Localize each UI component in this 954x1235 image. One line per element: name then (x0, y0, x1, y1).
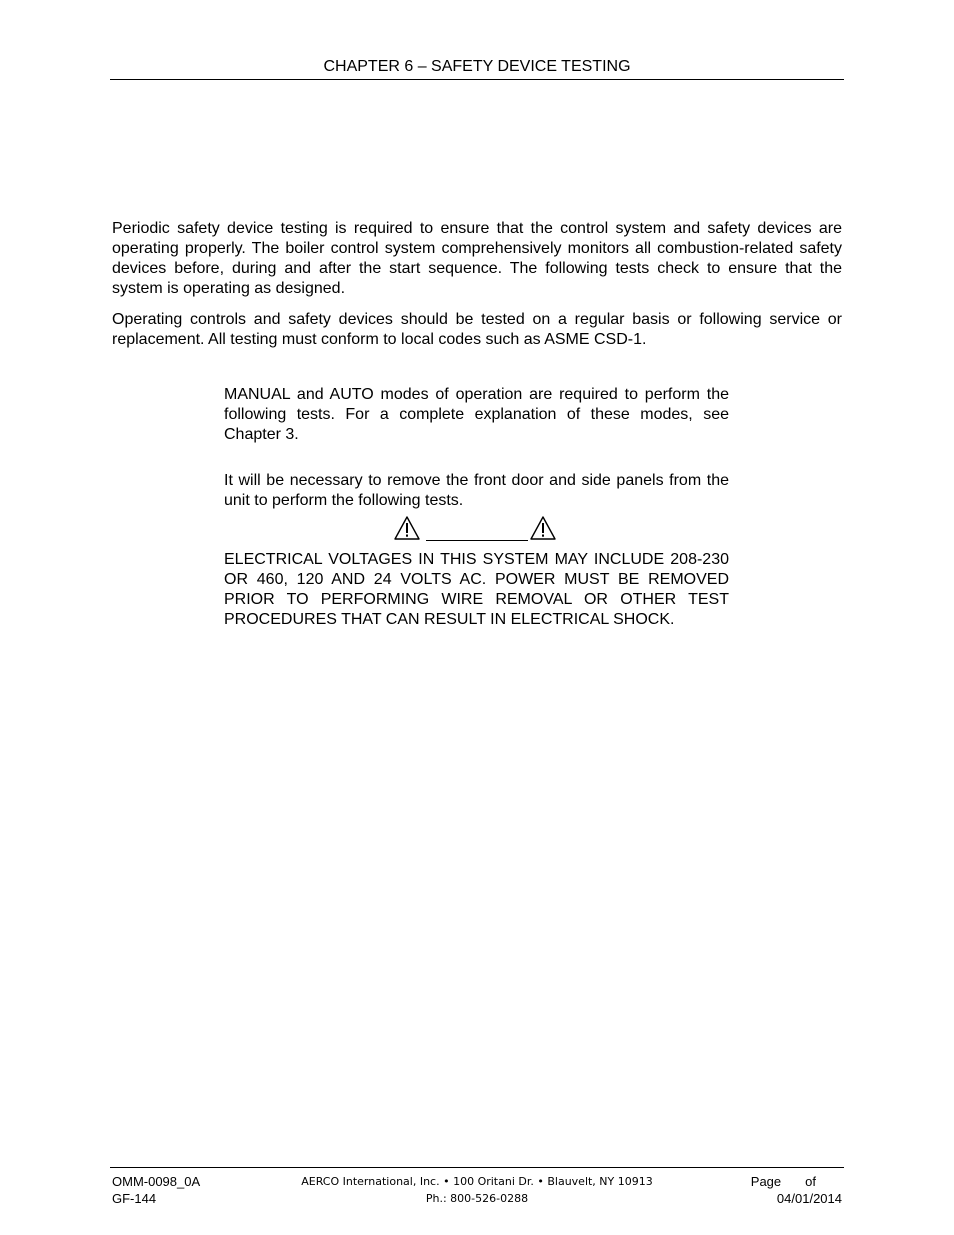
electrical-warning-text: ELECTRICAL VOLTAGES IN THIS SYSTEM MAY INCLUDE 208-230 OR 460, 120 AND 24 VOLTS AC. POWER MUST BE REMOVED PRIOR TO PERFORMING WIRE REMOVAL OR OTHER TEST PROCEDURES THAT CAN RESULT IN ELECTRICAL SHOCK. (224, 551, 729, 628)
footer-doc-info (112, 1173, 200, 1207)
page-label: Page (750, 1174, 782, 1189)
chapter-title: CHAPTER 6 – SAFETY DEVICE TESTING (323, 58, 631, 75)
warning-underline (426, 540, 528, 541)
modes-note: MANUAL and AUTO modes of operation are required to perform the following tests. For a complete explanation of these modes, see Chapter 3. (224, 386, 729, 443)
company-phone: Ph.: 800-526-0288 (425, 1192, 529, 1205)
testing-requirements-paragraph: Operating controls and safety devices should be tested on a regular basis or following service or replacement. All testing must conform to local codes such as ASME CSD-1. (112, 311, 842, 348)
footer-company-info (270, 1173, 684, 1207)
panels-note: It will be necessary to remove the front door and side panels from the unit to perform the following tests. (224, 472, 729, 509)
warning-triangle-icon (394, 515, 420, 541)
footer-page-info (751, 1173, 842, 1207)
intro-paragraph: Periodic safety device testing is required to ensure that the control system and safety devices are operating properly. The boiler control system comprehensively monitors all combustion-related safety devices before, during and after the start sequence. The following tests check to ensure that the system is operating as designed. (112, 220, 842, 297)
company-address: AERCO International, Inc. • 100 Oritani Dr. • Blauvelt, NY 10913 (301, 1175, 653, 1188)
warning-triangle-icon (530, 515, 556, 541)
page-header (110, 57, 844, 80)
page-number-line (751, 1173, 842, 1190)
warning-heading (394, 515, 558, 543)
doc-number: OMM-0098_0A (112, 1174, 201, 1189)
page-footer (110, 1167, 844, 1210)
revision-date: 04/01/2014 (776, 1191, 842, 1206)
of-label: of (805, 1174, 816, 1189)
form-number: GF-144 (112, 1191, 157, 1206)
